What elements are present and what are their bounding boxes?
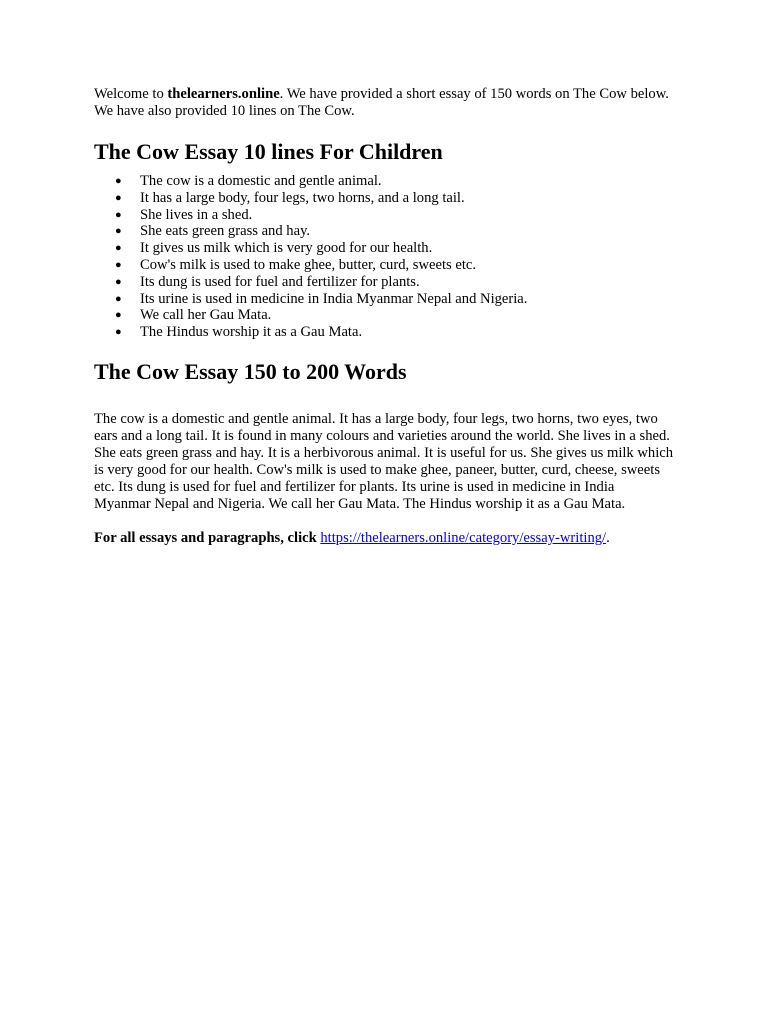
bullet-icon: ● [115,258,122,271]
list-item-text: The Hindus worship it as a Gau Mata. [140,324,363,341]
cta-suffix: . [606,529,610,546]
intro-text: . We have provided a short essay of 150 words on The Cow below. We have also provided 10 lines on The Cow. [94,86,669,119]
list-item-text: She eats green grass and hay. [140,223,311,240]
list-item-text: She lives in a shed. [140,206,253,223]
essays-link-line [94,530,674,547]
bullet-icon: ● [115,309,122,322]
intro-paragraph [94,86,674,120]
list-item-text: Its dung is used for fuel and fertilizer for plants. [140,273,420,290]
list-item [94,291,674,308]
list-item [94,223,674,240]
essay-writing-link[interactable]: https://thelearners.online/category/essay-writing/ [320,529,607,546]
bullet-icon: ● [115,292,122,305]
bullet-icon: ● [115,225,122,238]
list-item-text: Cow's milk is used to make ghee, butter, curd, sweets etc. [140,256,477,273]
list-item [94,274,674,291]
list-item [94,190,674,207]
list-item-text: The cow is a domestic and gentle animal. [140,173,382,189]
list-item [94,207,674,224]
bullet-icon: ● [115,275,122,288]
bullet-icon: ● [115,175,122,187]
heading-ten-lines: The Cow Essay 10 lines For Children [94,139,443,164]
bullet-icon: ● [115,208,122,221]
list-item [94,240,674,257]
list-item-text: It has a large body, four legs, two horns, and a long tail. [140,189,465,206]
document-page [94,86,674,547]
list-item-text: Its urine is used in medicine in India Myanmar Nepal and Nigeria. [140,290,528,307]
bullet-icon: ● [115,326,122,339]
essay-paragraph: The cow is a domestic and gentle animal. It has a large body, four legs, two horns, two eyes, two ears and a long tail. It is found in many colours and varieties around the world. She lives in a shed. She eats green grass and hay. It is a herbivorous animal. It is useful for us. She gives us milk which is very good for our health. Cow's milk is used to make ghee, paneer, butter, curd, cheese, sweets etc. Its dung is used for fuel and fertilizer for plants. Its urine is used in medicine in India Myanmar Nepal and Nigeria. We call her Gau Mata. The Hindus worship it as a Gau Mata. [94,410,674,512]
intro-prefix: Welcome to [94,86,168,102]
bullet-icon: ● [115,242,122,255]
ten-lines-list [94,173,674,341]
site-name: thelearners.online [167,86,280,102]
bullet-icon: ● [115,191,122,204]
list-item [94,257,674,274]
list-item [94,173,674,190]
list-item-text: We call her Gau Mata. [140,307,272,324]
list-item-text: It gives us milk which is very good for our health. [140,240,433,257]
cta-label: For all essays and paragraphs, click [94,529,321,546]
list-item [94,307,674,324]
list-item [94,324,674,341]
heading-essay-words: The Cow Essay 150 to 200 Words [94,358,407,384]
